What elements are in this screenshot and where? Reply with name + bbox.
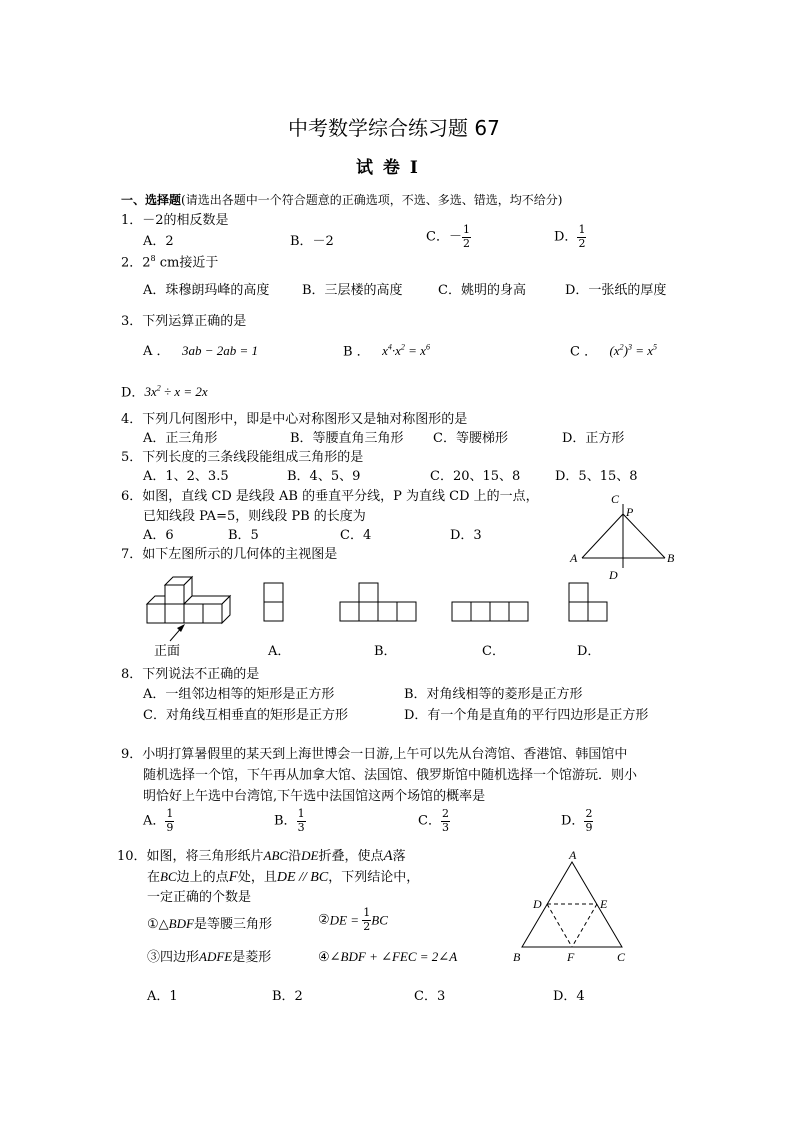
q2-stem: 2．$2^8$ cm接近于 [121, 254, 219, 271]
q10-conclusion-2: ②DE = $\frac{1}{2}$ BC [318, 906, 388, 933]
section-name: 选择题 [145, 193, 182, 207]
q10-label-b: B [513, 950, 521, 964]
q4-option-b: B．等腰直角三角形 [290, 431, 404, 446]
section-header [121, 194, 562, 206]
q6-label-a: A [570, 551, 578, 565]
q7-solid-figure [140, 572, 240, 642]
q9-option-b: B． $\frac{1}{3}$ [274, 807, 305, 834]
q2-option-d: D．一张纸的厚度 [565, 283, 667, 298]
q7-bottom-top-left [147, 596, 165, 604]
q4-option-a: A．正三角形 [143, 431, 218, 446]
q10-label-c: C [617, 950, 626, 964]
q7-view-a [262, 580, 292, 625]
q9-option-d: D． $\frac{2}{9}$ [561, 807, 593, 834]
section-note: (请选出各题中一个符合题意的正确选项，不选、多选、错选，均不给分) [181, 193, 563, 207]
q2-option-a: A．珠穆朗玛峰的高度 [143, 283, 270, 298]
q3-option-c: C ． $(x^2)^3 = x^5$ [570, 343, 657, 360]
q10-conclusion-3: ③四边形ADFE是菱形 [147, 949, 272, 965]
q9-line3: 明恰好上午选中台湾馆,下午选中法国馆这两个场馆的概率是 [143, 789, 486, 804]
q7-option-b: B． [374, 644, 397, 659]
q9-line2: 随机选择一个馆，下午再从加拿大馆、法国馆、俄罗斯馆中随机选择一个馆游玩．则小 [143, 768, 638, 783]
q8-option-d: D．有一个角是直角的平行四边形是正方形 [404, 708, 649, 723]
q5-option-c: C．20、15、8 [430, 469, 521, 484]
q10-figure [505, 848, 635, 966]
q7-option-a: A． [268, 644, 291, 659]
q7-cube-3 [184, 604, 203, 623]
q6-option-c: C．4 [340, 528, 372, 543]
q7-cube-2 [165, 604, 184, 623]
q10-label-e: E [600, 897, 608, 911]
q10-fold-df [547, 904, 572, 947]
q10-line1: 10．如图，将三角形纸片ABC沿DE折叠，使点A落 [117, 848, 406, 864]
q7-cube-4 [203, 604, 222, 623]
q3-option-d: D．$3x^2 \div x = 2x$ [121, 384, 208, 401]
q1-option-d-fraction: $\frac{1}{2}$ [578, 223, 586, 250]
q10-option-d: D．4 [553, 989, 585, 1004]
q7-front-label: 正面 [154, 644, 181, 659]
q1-option-d-label: D． [554, 229, 578, 245]
q1-option-a: A．2 [143, 234, 174, 249]
q7-stem: 7．如下左图所示的几何体的主视图是 [121, 547, 338, 562]
q3-option-d-expr: $3x^2 \div x = 2x$ [144, 384, 208, 400]
q5-option-a: A．1、2、3.5 [143, 469, 229, 484]
section-prefix: 一、 [121, 193, 146, 207]
q3-option-b-expr: $x^4\cdot x^2 = x^6$ [382, 343, 430, 359]
q10-line2: 在BC边上的点F处，且DE // BC，下列结论中， [147, 869, 420, 885]
q4-stem: 4．下列几何图形中，即是中心对称图形又是轴对称图形的是 [121, 412, 468, 427]
q10-fold-ef [572, 904, 597, 947]
q7-option-c: C． [482, 644, 505, 659]
q3-stem: 3．下列运算正确的是 [121, 314, 247, 329]
q1-option-d [554, 224, 586, 250]
q10-label-f: F [567, 950, 575, 964]
q3-option-a-expr: 3ab − 2ab = 1 [181, 343, 258, 358]
q6-option-a: A．6 [143, 528, 174, 543]
q9-option-a: A． $\frac{1}{9}$ [143, 807, 174, 834]
q7-option-d: D． [577, 644, 601, 659]
q10-option-c: C．3 [414, 989, 446, 1004]
q5-stem: 5．下列长度的三条线段能组成三角形的是 [121, 450, 364, 465]
q10-option-a: A．1 [147, 989, 178, 1004]
q2-option-c: C．姚明的身高 [438, 283, 526, 298]
q7-view-b [338, 580, 423, 625]
q5-option-b: B．4、5、9 [287, 469, 361, 484]
q6-stem-line2: 已知线段 PA=5，则线段 PB 的长度为 [143, 509, 366, 524]
q6-side-pb [623, 514, 665, 558]
q2-option-b: B．三层楼的高度 [302, 283, 403, 298]
q7-cube-1 [147, 604, 165, 623]
q7-view-d [567, 580, 617, 625]
q3-option-a: A ． 3ab − 2ab = 1 [143, 343, 258, 359]
q7-cube-top [165, 585, 184, 604]
q8-option-a: A．一组邻边相等的矩形是正方形 [143, 687, 335, 702]
q6-label-p: P [626, 505, 634, 519]
q1-stem: 1．－2的相反数是 [121, 213, 229, 228]
page-title: 中考数学综合练习题 67 [288, 116, 500, 140]
q6-side-ap [582, 514, 623, 558]
q1-option-b: B．－2 [290, 234, 334, 249]
q1-option-c-label: C．－ [426, 229, 462, 245]
paper-subtitle: 试 卷 Ⅰ [356, 158, 420, 178]
q10-option-b: B．2 [272, 989, 303, 1004]
q7-view-c [450, 580, 535, 625]
q6-stem-line1: 6．如图，直线 CD 是线段 AB 的垂直平分线，P 为直线 CD 上的一点， [121, 489, 539, 504]
q10-conclusion-1: ①△BDF是等腰三角形 [147, 916, 272, 932]
q10-line3: 一定正确的个数是 [147, 890, 252, 905]
q6-label-d: D [609, 568, 618, 582]
q6-option-d: D．3 [450, 528, 482, 543]
q4-option-d: D．正方形 [562, 431, 625, 446]
q4-option-c: C．等腰梯形 [433, 431, 508, 446]
q8-stem: 8．下列说法不正确的是 [121, 667, 260, 682]
q9-option-c: C． $\frac{2}{3}$ [418, 807, 449, 834]
q1-option-c-fraction: $\frac{1}{2}$ [462, 223, 470, 250]
q6-figure [565, 490, 685, 585]
q6-option-b: B．5 [228, 528, 259, 543]
q8-option-b: B．对角线相等的菱形是正方形 [404, 687, 583, 702]
q5-option-d: D．5、15、8 [555, 469, 638, 484]
q3-option-b: B ． $x^4\cdot x^2 = x^6$ [343, 343, 430, 360]
q10-conclusion-4: ④∠BDF + ∠FEC = 2∠A [318, 949, 458, 965]
q10-label-a: A [569, 848, 577, 862]
q3-option-c-expr: $(x^2)^3 = x^5$ [609, 343, 657, 359]
q9-line1: 9．小明打算暑假里的某天到上海世博会一日游,上午可以先从台湾馆、香港馆、韩国馆中 [121, 747, 628, 762]
q6-label-b: B [667, 551, 675, 565]
q6-label-c: C [611, 492, 620, 506]
q10-label-d: D [533, 897, 542, 911]
q8-option-c: C．对角线互相垂直的矩形是正方形 [143, 708, 348, 723]
q1-option-c [426, 224, 471, 250]
